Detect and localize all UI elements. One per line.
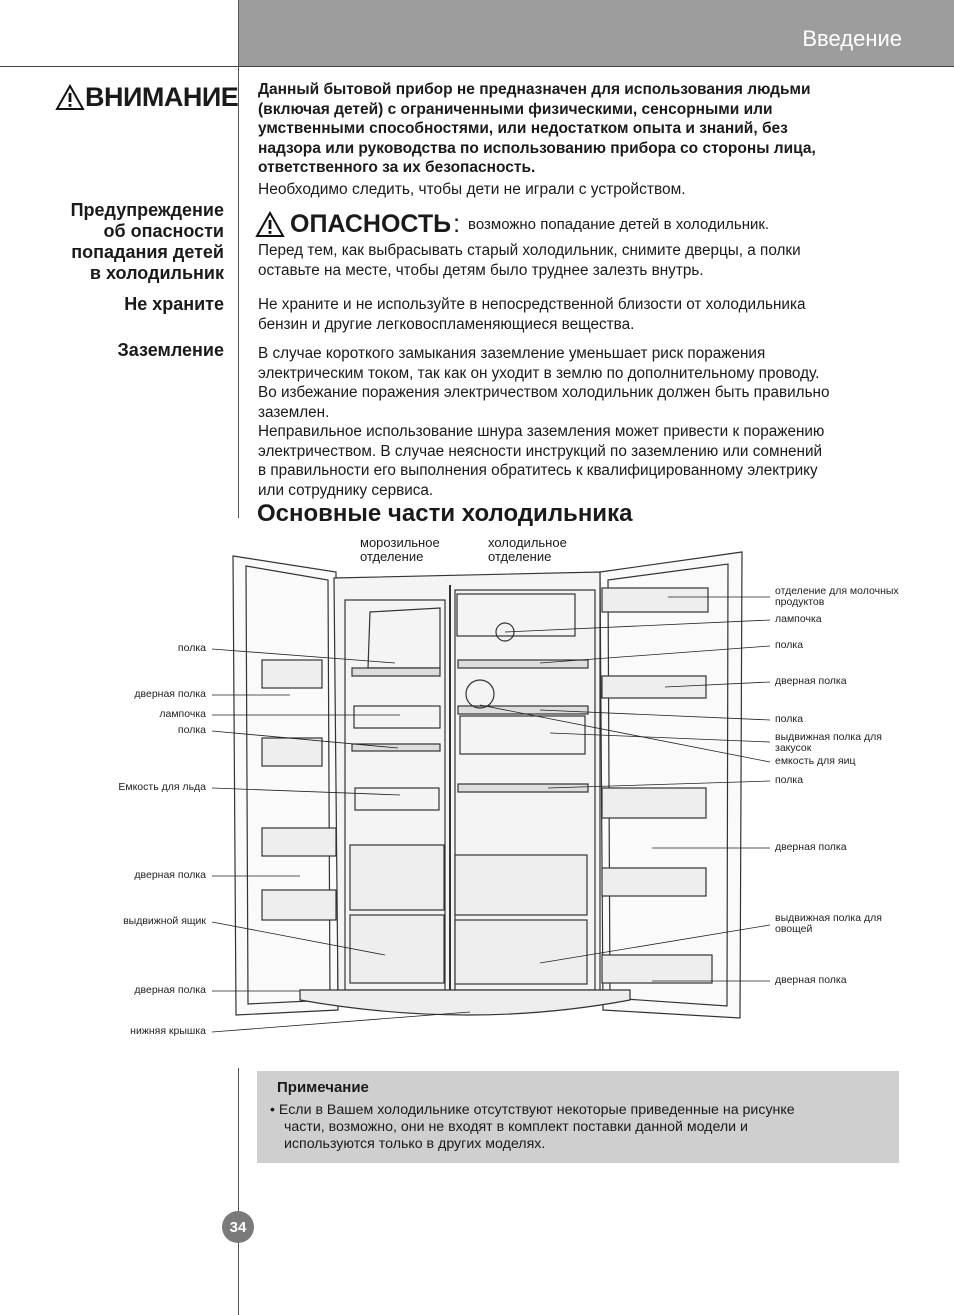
heading-line: Предупреждение [70, 200, 224, 220]
door-bin [262, 890, 336, 920]
door-bin [602, 676, 706, 698]
label-door-shelf: дверная полка [775, 841, 847, 853]
warning-title: ВНИМАНИЕ [85, 82, 239, 112]
heading-line: попадания детей [71, 242, 224, 262]
text-line: части, возможно, они не входят в комплект поставки данной модели и [284, 1119, 748, 1135]
colon: : [453, 210, 461, 238]
label-shelf: полка [177, 724, 206, 736]
label-egg-tray: емкость для яиц [775, 755, 856, 767]
text-line: Во избежание поражения электричеством холодильник должен быть правильно [258, 384, 830, 401]
text-line: электричеством. В случае неясности инструкций по заземлению или сомнений [258, 442, 823, 460]
door-bin [602, 868, 706, 896]
label-shelf: полка [177, 642, 206, 654]
note-text [270, 1102, 870, 1153]
text-line: используются только в других моделях. [284, 1136, 546, 1152]
fridge-shelf [458, 784, 588, 792]
heading-line: об опасности [103, 221, 224, 241]
label-lamp: лампочка [159, 708, 206, 720]
vegetable-drawer [455, 855, 587, 915]
label-shelf: полка [775, 774, 804, 786]
label-door-shelf: дверная полка [134, 984, 206, 996]
text-line: Перед тем, как выбрасывать старый холодильник, снимите дверцы, а полки [258, 242, 801, 259]
label-line: морозильное [360, 535, 440, 550]
bottom-cover [300, 990, 630, 1015]
label-dairy: отделение для молочных продуктов [775, 585, 899, 608]
label-lamp: лампочка [775, 613, 822, 625]
heading-line: в холодильник [89, 263, 224, 283]
text-line: В случае короткого замыкания заземление уменьшает риск поражения [258, 345, 766, 362]
text-line: бензин и другие легковоспламеняющиеся вещества. [258, 315, 635, 333]
note-title: Примечание [277, 1079, 369, 1096]
label-line: отделение [488, 549, 552, 564]
label-line: холодильное [488, 535, 567, 550]
vegetable-drawer [455, 920, 587, 984]
label-bottom-cover: нижняя крышка [130, 1025, 206, 1037]
text-line: Данный бытовой прибор не предназначен для использования людьми [258, 81, 811, 98]
danger-word: ОПАСНОСТЬ [290, 210, 452, 238]
leader-line [212, 1012, 470, 1032]
left-door [233, 556, 338, 1015]
door-bin [602, 955, 712, 983]
text-line: ответственного за их безопасность. [258, 159, 536, 176]
text-line: надзора или руководства по использованию прибора со стороны лица, [258, 139, 816, 157]
heading-grounding: Заземление [117, 340, 224, 360]
label-ice-bin: Емкость для льда [118, 781, 206, 793]
label-snack-drawer: выдвижная полка для закусок [775, 731, 882, 754]
warning-plain-text: Необходимо следить, чтобы дети не играли с устройством. [258, 181, 686, 198]
text-line: заземлен. [258, 403, 330, 421]
door-bin [262, 828, 336, 856]
text-line: умственными способностями, или недостатком опыта и знаний, без [258, 120, 788, 137]
freezer-drawer [350, 915, 444, 983]
text-line: оставьте на месте, чтобы детям было труднее залезть внутрь. [258, 261, 704, 279]
freezer-drawer [350, 845, 444, 910]
page-number: 34 [222, 1211, 254, 1243]
freezer-shelf [352, 668, 440, 676]
label-drawer: выдвижной ящик [123, 915, 206, 927]
text-line: • Если в Вашем холодильнике отсутствуют некоторые приведенные на рисунке [270, 1102, 795, 1118]
label-shelf: полка [775, 713, 804, 725]
text-line: (включая детей) с ограниченными физическими, сенсорными или [258, 100, 773, 118]
door-bin [602, 588, 708, 612]
text-line: электрическим током, так как он уходит в землю по дополнительному проводу. [258, 364, 820, 382]
text-line: в правильности его выполнения обратитесь к квалифицированному электрику [258, 462, 818, 479]
heading-do-not-store: Не храните [124, 294, 224, 314]
text-line: или сотруднику сервиса. [258, 481, 434, 499]
label-shelf: полка [775, 639, 804, 651]
door-bin [602, 788, 706, 818]
label-door-shelf: дверная полка [775, 974, 847, 986]
door-bin [262, 738, 322, 766]
label-line: отделение [360, 549, 424, 564]
text-line: Не храните и не используйте в непосредственной близости от холодильника [258, 296, 806, 313]
label-door-shelf: дверная полка [134, 688, 206, 700]
section-title: Введение [802, 26, 902, 51]
label-vegetable-drawer: выдвижная полка для овощей [775, 912, 882, 935]
danger-text: возможно попадание детей в холодильник. [468, 216, 770, 233]
label-door-shelf: дверная полка [134, 869, 206, 881]
door-bin [262, 660, 322, 688]
diagram-title: Основные части холодильника [257, 500, 633, 527]
text-line: Неправильное использование шнура заземления может привести к поражению [258, 423, 825, 440]
label-door-shelf: дверная полка [775, 675, 847, 687]
